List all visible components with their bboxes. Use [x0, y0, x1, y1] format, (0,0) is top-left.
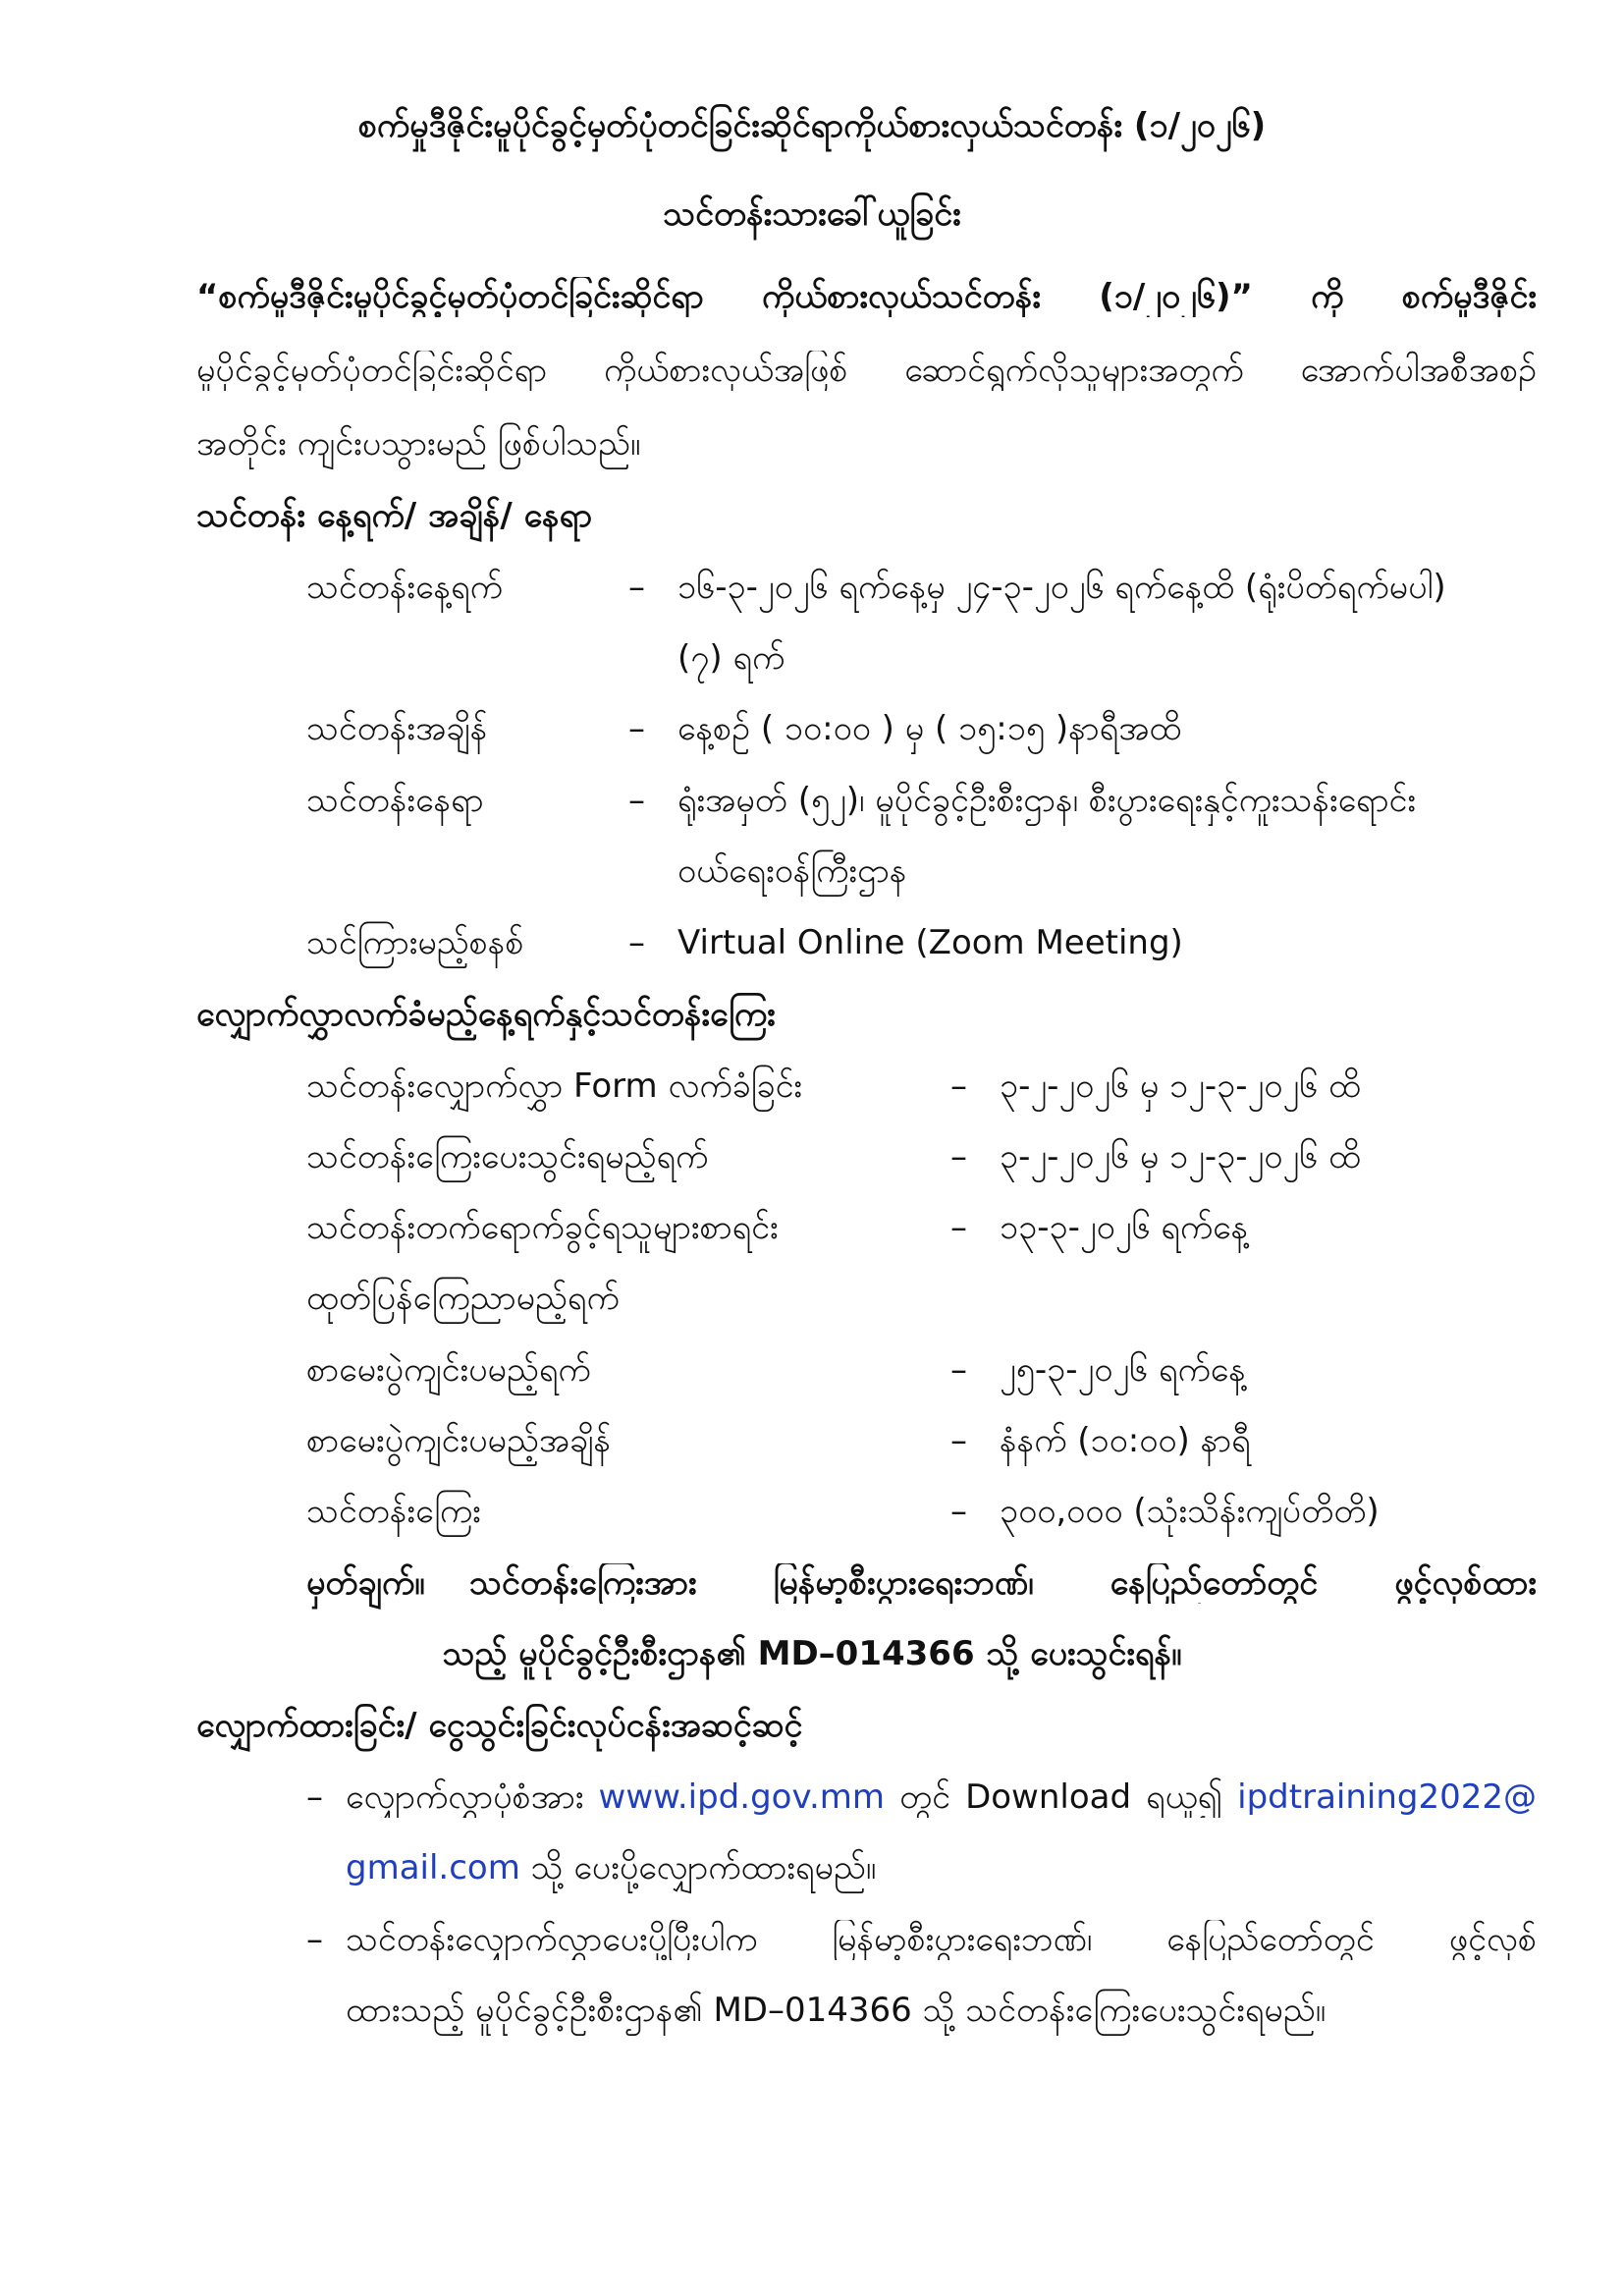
application-label: သင်တန်းလျှောက်လွှာ Form လက်ခံခြင်း	[306, 1066, 803, 1106]
application-heading: လျှောက်လွှာလက်ခံမည့်နေ့ရက်နှင့်သင်တန်းကြေး	[196, 995, 776, 1034]
application-value: ၃၀၀,၀၀၀ (သုံးသိန်းကျပ်တိတိ)	[1000, 1492, 1380, 1531]
schedule-dash: –	[628, 781, 645, 820]
application-label: သင်တန်းတက်ရောက်ခွင့်ရသူများစာရင်း	[306, 1208, 779, 1247]
application-value: ၂၅-၃-၂၀၂၆ ရက်နေ့	[1000, 1350, 1246, 1390]
schedule-label: သင်တန်းနေရာ	[306, 781, 484, 820]
bullet-text: သို့ ပေးပို့လျှောက်ထားရမည်။	[530, 1848, 877, 1887]
schedule-value-continued: (၇) ရက်	[677, 638, 785, 678]
application-label: သင်တန်းကြေး	[306, 1492, 481, 1531]
schedule-value: နေ့စဉ် ( ၁၀:၀၀ ) မှ ( ၁၅:၁၅ )နာရီအထိ	[677, 709, 1182, 748]
note-line-1: သင်တန်းကြေးအား မြန်မာ့စီးပွားရေးဘဏ်၊ နေပြည်တော်တွင် ဖွင့်လှစ်ထား	[469, 1563, 1537, 1603]
application-label: စာမေးပွဲကျင်းပမည့်အချိန်	[306, 1421, 612, 1460]
course-name: “စက်မှုဒီဇိုင်းမူပိုင်ခွင့်မှတ်ပုံတင်ခြင်းဆိုင်ရာ ကိုယ်စားလှယ်သင်တန်း (၁/၂၀၂၆)” ကို စက်မှုဒီဇိုင်း	[196, 277, 1537, 316]
schedule-value-continued: ဝယ်ရေးဝန်ကြီးဌာန	[677, 851, 907, 891]
bullet-text: လျှောက်လွှာပုံစံအား	[346, 1777, 584, 1817]
application-label: စာမေးပွဲကျင်းပမည့်ရက်	[306, 1350, 591, 1390]
bullet-line-1: သင်တန်းလျှောက်လွှာပေးပို့ပြီးပါက မြန်မာ့စီးပွားရေးဘဏ်၊ နေပြည်တော်တွင် ဖွင့်လှစ်	[346, 1920, 1537, 1959]
intro-line-2: မူပိုင်ခွင့်မှတ်ပုံတင်ခြင်းဆိုင်ရာ ကိုယ်စားလှယ်အဖြစ် ဆောင်ရွက်လိုသူများအတွက် အောက်ပါအစီအစဉ်	[196, 351, 1537, 390]
application-value: ၁၃-၃-၂၀၂၆ ရက်နေ့	[1000, 1208, 1249, 1247]
document-subtitle: သင်တန်းသားခေါ်ယူခြင်း	[663, 194, 961, 234]
schedule-value: ရုံးအမှတ် (၅၂)၊ မူပိုင်ခွင့်ဦးစီးဌာန၊ စီးပွားရေးနှင့်ကူးသန်းရောင်း	[677, 781, 1417, 820]
intro-line-3: အတိုင်း ကျင်းပသွားမည် ဖြစ်ပါသည်။	[196, 424, 641, 464]
application-value: ၃-၂-၂၀၂၆ မှ ၁၂-၃-၂၀၂၆ ထိ	[1000, 1066, 1361, 1106]
application-value: ၃-၂-၂၀၂၆ မှ ၁၂-၃-၂၀၂၆ ထိ	[1000, 1137, 1361, 1176]
application-dash: –	[950, 1208, 967, 1247]
bullet-line-2: ထားသည့် မူပိုင်ခွင့်ဦးစီးဌာန၏ MD–014366 သို့ သင်တန်းကြေးပေးသွင်းရမည်။	[346, 1991, 1326, 2030]
schedule-dash: –	[628, 709, 645, 748]
bullet-dash: –	[306, 1920, 323, 1959]
intro-line-1	[196, 277, 1537, 317]
email-link-continued[interactable]: gmail.com	[346, 1848, 520, 1887]
bullet-line-1	[346, 1777, 1537, 1818]
note-label: မှတ်ချက်။	[306, 1563, 425, 1603]
application-label: သင်တန်းကြေးပေးသွင်းရမည့်ရက်	[306, 1137, 709, 1176]
application-dash: –	[950, 1066, 967, 1106]
schedule-label: သင်တန်းအချိန်	[306, 709, 488, 748]
schedule-dash: –	[628, 568, 645, 607]
application-dash: –	[950, 1137, 967, 1176]
application-dash: –	[950, 1492, 967, 1531]
bullet-dash: –	[306, 1777, 323, 1817]
application-label-continued: ထုတ်ပြန်ကြေညာမည့်ရက်	[306, 1279, 620, 1318]
application-dash: –	[950, 1350, 967, 1390]
schedule-value: ၁၆-၃-၂၀၂၆ ရက်နေ့မှ ၂၄-၃-၂၀၂၆ ရက်နေ့ထိ (ရုံးပိတ်ရက်မပါ)	[677, 568, 1446, 607]
schedule-label: သင်တန်းနေ့ရက်	[306, 568, 503, 607]
application-value: နံနက် (၁၀:၀၀) နာရီ	[1000, 1421, 1251, 1460]
application-dash: –	[950, 1421, 967, 1460]
schedule-dash: –	[628, 923, 645, 962]
schedule-value: Virtual Online (Zoom Meeting)	[677, 923, 1183, 962]
schedule-label: သင်ကြားမည့်စနစ်	[306, 923, 524, 962]
schedule-heading: သင်တန်း နေ့ရက်/ အချိန်/ နေရာ	[196, 496, 593, 535]
procedure-heading: လျှောက်ထားခြင်း/ ငွေသွင်းခြင်းလုပ်ငန်းအဆင့်ဆင့်	[196, 1706, 803, 1745]
note-line-2: သည့် မူပိုင်ခွင့်ဦးစီးဌာန၏ MD–014366 သို့ ပေးသွင်းရန်။	[442, 1634, 1182, 1673]
website-link[interactable]: www.ipd.gov.mm	[598, 1777, 885, 1817]
document-title: စက်မှုဒီဇိုင်းမူပိုင်ခွင့်မှတ်ပုံတင်ခြင်းဆိုင်ရာကိုယ်စားလှယ်သင်တန်း (၁/၂၀၂၆)	[357, 106, 1267, 145]
email-link[interactable]: ipdtraining2022@	[1237, 1777, 1537, 1817]
bullet-text: တွင် Download ရယူ၍	[899, 1777, 1223, 1817]
bullet-line-2	[346, 1848, 876, 1888]
